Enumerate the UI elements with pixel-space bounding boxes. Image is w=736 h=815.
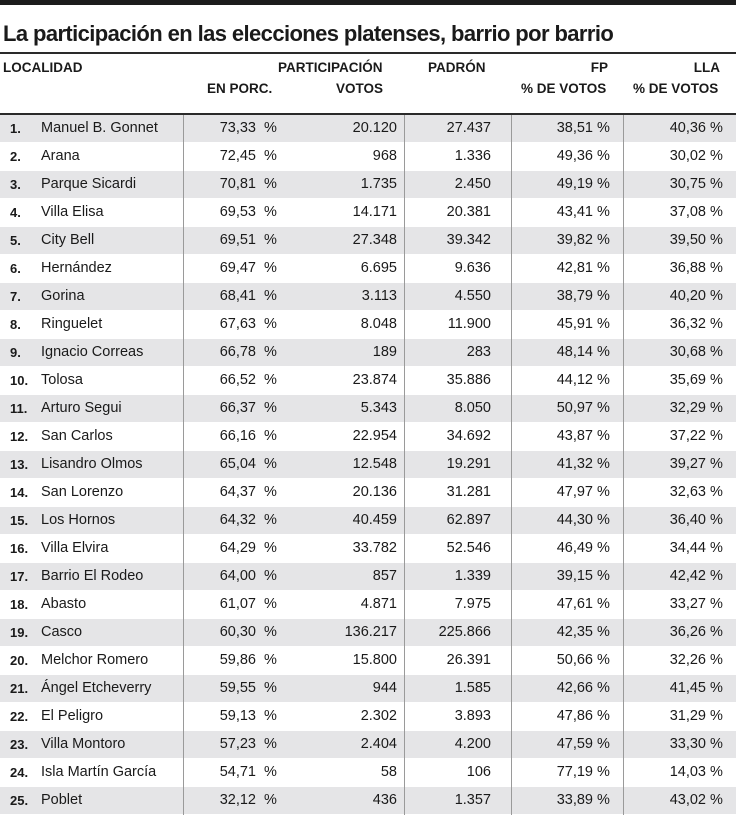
row-lla-pct: 30,02 (669, 148, 706, 164)
row-pct-sign: % (264, 204, 277, 220)
row-number: 21. (10, 681, 29, 696)
row-pct-sign: % (710, 512, 723, 528)
table-header (0, 54, 736, 115)
row-number: 18. (10, 597, 29, 612)
row-pct-sign: % (264, 400, 277, 416)
row-votos: 23.874 (352, 372, 397, 388)
row-participacion-pct: 66,37 (219, 400, 256, 416)
row-votos: 189 (372, 344, 397, 360)
row-fp-pct: 43,87 (556, 428, 593, 444)
row-fp-pct: 47,61 (556, 596, 593, 612)
row-votos: 3.113 (361, 288, 397, 304)
row-votos: 14.171 (352, 204, 397, 220)
row-participacion-pct: 72,45 (219, 148, 256, 164)
row-votos: 436 (372, 792, 397, 808)
row-votos: 857 (372, 568, 397, 584)
row-localidad: Arana (41, 148, 80, 164)
row-pct-sign: % (710, 260, 723, 276)
row-pct-sign: % (597, 400, 610, 416)
row-lla-pct: 41,45 (669, 680, 706, 696)
row-pct-sign: % (597, 680, 610, 696)
row-pct-sign: % (264, 288, 277, 304)
row-localidad: Villa Montoro (41, 736, 126, 752)
row-lla-pct: 36,40 (669, 512, 706, 528)
row-pct-sign: % (597, 764, 610, 780)
row-pct-sign: % (264, 596, 277, 612)
row-participacion-pct: 54,71 (219, 764, 256, 780)
row-votos: 5.343 (360, 400, 397, 416)
row-lla-pct: 34,44 (669, 540, 706, 556)
row-votos: 58 (380, 764, 397, 780)
row-pct-sign: % (710, 204, 723, 220)
table-row (0, 647, 736, 675)
row-pct-sign: % (710, 232, 723, 248)
row-pct-sign: % (264, 120, 277, 136)
table-row (0, 199, 736, 227)
row-votos: 4.871 (360, 596, 397, 612)
row-localidad: Ángel Etcheverry (41, 680, 152, 696)
row-number: 22. (10, 709, 29, 724)
row-localidad: Barrio El Rodeo (41, 568, 144, 584)
row-participacion-pct: 57,23 (219, 736, 256, 752)
top-bar (0, 0, 736, 5)
row-fp-pct: 38,79 (556, 288, 593, 304)
row-padron: 35.886 (446, 372, 491, 388)
row-pct-sign: % (710, 148, 723, 164)
row-participacion-pct: 64,29 (219, 540, 256, 556)
row-pct-sign: % (597, 260, 610, 276)
row-votos: 944 (372, 680, 397, 696)
row-padron: 2.450 (454, 176, 491, 192)
row-participacion-pct: 64,37 (219, 484, 256, 500)
row-number: 3. (10, 177, 21, 192)
row-fp-pct: 49,36 (556, 148, 593, 164)
row-votos: 2.302 (360, 708, 397, 724)
row-participacion-pct: 64,32 (219, 512, 256, 528)
row-number: 6. (10, 261, 21, 276)
row-pct-sign: % (710, 652, 723, 668)
row-participacion-pct: 68,41 (219, 288, 256, 304)
row-fp-pct: 41,32 (556, 456, 593, 472)
row-pct-sign: % (264, 260, 277, 276)
row-lla-pct: 33,27 (669, 596, 706, 612)
row-fp-pct: 42,81 (556, 260, 593, 276)
row-padron: 39.342 (446, 232, 491, 248)
row-localidad: Isla Martín García (41, 764, 157, 780)
row-padron: 8.050 (454, 400, 491, 416)
row-pct-sign: % (710, 400, 723, 416)
row-pct-sign: % (597, 428, 610, 444)
row-pct-sign: % (264, 148, 277, 164)
row-padron: 283 (466, 344, 491, 360)
row-pct-sign: % (264, 176, 277, 192)
row-votos: 20.136 (352, 484, 397, 500)
row-participacion-pct: 61,07 (219, 596, 256, 612)
table-row (0, 367, 736, 395)
row-number: 16. (10, 541, 29, 556)
table-row (0, 759, 736, 787)
row-localidad: Abasto (41, 596, 87, 612)
row-lla-pct: 42,42 (669, 568, 706, 584)
row-votos: 40.459 (352, 512, 397, 528)
row-pct-sign: % (710, 344, 723, 360)
row-pct-sign: % (597, 232, 610, 248)
row-pct-sign: % (710, 120, 723, 136)
row-pct-sign: % (264, 232, 277, 248)
row-pct-sign: % (264, 792, 277, 808)
column-divider (623, 115, 624, 815)
row-localidad: Tolosa (41, 372, 83, 388)
row-fp-pct: 49,19 (556, 176, 593, 192)
row-lla-pct: 36,32 (669, 316, 706, 332)
table-row (0, 731, 736, 759)
row-localidad: Ignacio Correas (41, 344, 144, 360)
row-number: 23. (10, 737, 29, 752)
row-participacion-pct: 69,53 (219, 204, 256, 220)
row-fp-pct: 47,97 (556, 484, 593, 500)
results-table (0, 54, 736, 815)
row-number: 17. (10, 569, 29, 584)
row-pct-sign: % (710, 568, 723, 584)
table-row (0, 591, 736, 619)
row-participacion-pct: 60,30 (219, 624, 256, 640)
row-padron: 106 (466, 764, 491, 780)
row-votos: 12.548 (352, 456, 397, 472)
row-pct-sign: % (597, 344, 610, 360)
row-fp-pct: 47,86 (556, 708, 593, 724)
row-localidad: Gorina (41, 288, 85, 304)
row-fp-pct: 33,89 (556, 792, 593, 808)
row-fp-pct: 44,30 (556, 512, 593, 528)
row-fp-pct: 43,41 (556, 204, 593, 220)
row-pct-sign: % (597, 708, 610, 724)
row-votos: 20.120 (352, 120, 397, 136)
row-lla-pct: 40,20 (669, 288, 706, 304)
row-padron: 19.291 (446, 456, 491, 472)
header-fp: FP (590, 60, 608, 75)
row-number: 10. (10, 373, 29, 388)
row-lla-pct: 30,75 (669, 176, 706, 192)
row-localidad: Manuel B. Gonnet (41, 120, 158, 136)
table-row (0, 227, 736, 255)
row-pct-sign: % (264, 680, 277, 696)
row-localidad: San Lorenzo (41, 484, 124, 500)
row-number: 4. (10, 205, 21, 220)
row-localidad: San Carlos (41, 428, 113, 444)
row-number: 13. (10, 457, 29, 472)
row-padron: 4.200 (454, 736, 491, 752)
table-row (0, 283, 736, 311)
row-pct-sign: % (597, 372, 610, 388)
row-pct-sign: % (597, 148, 610, 164)
row-participacion-pct: 66,78 (219, 344, 256, 360)
table-row (0, 311, 736, 339)
row-pct-sign: % (710, 456, 723, 472)
row-localidad: Los Hornos (41, 512, 116, 528)
row-pct-sign: % (264, 456, 277, 472)
row-pct-sign: % (710, 792, 723, 808)
row-fp-pct: 38,51 (556, 120, 593, 136)
row-votos: 15.800 (352, 652, 397, 668)
row-pct-sign: % (264, 736, 277, 752)
row-number: 9. (10, 345, 21, 360)
row-participacion-pct: 69,47 (219, 260, 256, 276)
table-row (0, 255, 736, 283)
row-padron: 62.897 (446, 512, 491, 528)
row-pct-sign: % (264, 372, 277, 388)
row-pct-sign: % (264, 652, 277, 668)
row-participacion-pct: 65,04 (219, 456, 256, 472)
row-number: 11. (10, 401, 28, 416)
row-pct-sign: % (597, 484, 610, 500)
row-pct-sign: % (264, 568, 277, 584)
header-fp-sub: % DE VOTOS (521, 81, 607, 96)
table-row (0, 703, 736, 731)
row-padron: 1.339 (454, 568, 491, 584)
row-pct-sign: % (597, 456, 610, 472)
row-fp-pct: 50,66 (556, 652, 593, 668)
row-number: 14. (10, 485, 29, 500)
row-participacion-pct: 64,00 (219, 568, 256, 584)
row-number: 15. (10, 513, 29, 528)
table-row (0, 143, 736, 171)
row-pct-sign: % (710, 708, 723, 724)
row-pct-sign: % (264, 708, 277, 724)
row-number: 24. (10, 765, 29, 780)
table-row (0, 787, 736, 815)
header-padron: PADRÓN (428, 60, 486, 75)
row-pct-sign: % (710, 596, 723, 612)
row-pct-sign: % (264, 624, 277, 640)
table-row (0, 479, 736, 507)
row-padron: 7.975 (454, 596, 491, 612)
row-participacion-pct: 69,51 (219, 232, 256, 248)
row-localidad: Ringuelet (41, 316, 103, 332)
row-lla-pct: 31,29 (669, 708, 706, 724)
row-localidad: Casco (41, 624, 83, 640)
row-pct-sign: % (710, 764, 723, 780)
row-pct-sign: % (264, 512, 277, 528)
row-localidad: City Bell (41, 232, 95, 248)
table-row (0, 451, 736, 479)
row-pct-sign: % (710, 736, 723, 752)
table-row (0, 339, 736, 367)
row-participacion-pct: 66,16 (219, 428, 256, 444)
row-lla-pct: 40,36 (669, 120, 706, 136)
header-localidad: LOCALIDAD (3, 60, 83, 75)
column-divider (511, 115, 512, 815)
row-pct-sign: % (710, 484, 723, 500)
row-number: 1. (10, 121, 21, 136)
row-pct-sign: % (597, 736, 610, 752)
row-lla-pct: 36,88 (669, 260, 706, 276)
row-pct-sign: % (710, 680, 723, 696)
row-pct-sign: % (710, 540, 723, 556)
row-padron: 225.866 (438, 624, 491, 640)
table-row (0, 171, 736, 199)
row-padron: 3.893 (454, 708, 491, 724)
row-pct-sign: % (710, 316, 723, 332)
row-localidad: Melchor Romero (41, 652, 149, 668)
row-pct-sign: % (264, 484, 277, 500)
row-fp-pct: 39,82 (556, 232, 593, 248)
table-row (0, 675, 736, 703)
row-fp-pct: 77,19 (556, 764, 593, 780)
row-localidad: Lisandro Olmos (41, 456, 143, 472)
row-fp-pct: 45,91 (556, 316, 593, 332)
table-row (0, 423, 736, 451)
row-pct-sign: % (597, 792, 610, 808)
row-pct-sign: % (597, 288, 610, 304)
row-votos: 136.217 (344, 624, 397, 640)
row-votos: 2.404 (360, 736, 397, 752)
row-padron: 52.546 (446, 540, 491, 556)
row-padron: 27.437 (446, 120, 491, 136)
row-votos: 8.048 (360, 316, 397, 332)
row-fp-pct: 42,35 (556, 624, 593, 640)
row-participacion-pct: 59,55 (219, 680, 256, 696)
row-pct-sign: % (597, 540, 610, 556)
row-localidad: Villa Elisa (41, 204, 104, 220)
row-pct-sign: % (597, 624, 610, 640)
row-participacion-pct: 70,81 (219, 176, 256, 192)
row-pct-sign: % (597, 120, 610, 136)
row-participacion-pct: 67,63 (219, 316, 256, 332)
row-fp-pct: 48,14 (556, 344, 593, 360)
row-pct-sign: % (597, 204, 610, 220)
column-divider (183, 115, 184, 815)
row-fp-pct: 42,66 (556, 680, 593, 696)
table-row (0, 507, 736, 535)
row-lla-pct: 37,22 (669, 428, 706, 444)
row-lla-pct: 39,50 (669, 232, 706, 248)
row-padron: 20.381 (446, 204, 491, 220)
row-number: 5. (10, 233, 21, 248)
table-row (0, 619, 736, 647)
row-pct-sign: % (264, 764, 277, 780)
row-localidad: Poblet (41, 792, 83, 808)
row-votos: 22.954 (352, 428, 397, 444)
row-number: 20. (10, 653, 29, 668)
table-row (0, 535, 736, 563)
row-padron: 1.357 (454, 792, 491, 808)
row-padron: 34.692 (446, 428, 491, 444)
row-pct-sign: % (710, 288, 723, 304)
row-lla-pct: 32,29 (669, 400, 706, 416)
row-participacion-pct: 32,12 (219, 792, 256, 808)
row-localidad: El Peligro (41, 708, 104, 724)
row-lla-pct: 30,68 (669, 344, 706, 360)
row-number: 25. (10, 793, 29, 808)
row-localidad: Arturo Segui (41, 400, 122, 416)
row-padron: 4.550 (454, 288, 491, 304)
row-number: 7. (10, 289, 21, 304)
row-lla-pct: 32,63 (669, 484, 706, 500)
row-lla-pct: 39,27 (669, 456, 706, 472)
row-lla-pct: 36,26 (669, 624, 706, 640)
row-fp-pct: 50,97 (556, 400, 593, 416)
row-participacion-pct: 59,86 (219, 652, 256, 668)
header-votos: VOTOS (336, 81, 384, 96)
row-pct-sign: % (264, 344, 277, 360)
header-participacion: PARTICIPACIÓN (278, 60, 383, 75)
row-votos: 33.782 (352, 540, 397, 556)
row-pct-sign: % (710, 428, 723, 444)
row-participacion-pct: 66,52 (219, 372, 256, 388)
row-pct-sign: % (710, 624, 723, 640)
row-pct-sign: % (710, 372, 723, 388)
row-pct-sign: % (597, 176, 610, 192)
row-votos: 1.735 (360, 176, 397, 192)
table-row (0, 395, 736, 423)
row-lla-pct: 32,26 (669, 652, 706, 668)
row-padron: 11.900 (447, 316, 491, 332)
row-localidad: Villa Elvira (41, 540, 109, 556)
row-participacion-pct: 73,33 (219, 120, 256, 136)
page-title: La participación en las elecciones platenses, barrio por barrio (3, 21, 614, 46)
row-number: 19. (10, 625, 29, 640)
row-lla-pct: 33,30 (669, 736, 706, 752)
header-en-porc: EN PORC. (207, 81, 273, 96)
row-votos: 6.695 (360, 260, 397, 276)
row-pct-sign: % (264, 540, 277, 556)
row-participacion-pct: 59,13 (219, 708, 256, 724)
header-lla: LLA (693, 60, 720, 75)
row-fp-pct: 46,49 (556, 540, 593, 556)
row-number: 8. (10, 317, 21, 332)
row-pct-sign: % (597, 596, 610, 612)
row-localidad: Hernández (41, 260, 112, 276)
table-body (0, 115, 736, 815)
row-lla-pct: 43,02 (669, 792, 706, 808)
row-votos: 27.348 (352, 232, 397, 248)
column-divider (404, 115, 405, 815)
row-pct-sign: % (597, 316, 610, 332)
header-lla-sub: % DE VOTOS (633, 81, 719, 96)
row-pct-sign: % (597, 568, 610, 584)
row-lla-pct: 37,08 (669, 204, 706, 220)
row-padron: 1.585 (454, 680, 491, 696)
table-row (0, 115, 736, 143)
row-pct-sign: % (264, 316, 277, 332)
row-pct-sign: % (597, 652, 610, 668)
row-pct-sign: % (710, 176, 723, 192)
row-number: 12. (10, 429, 29, 444)
row-fp-pct: 39,15 (556, 568, 593, 584)
row-fp-pct: 47,59 (556, 736, 593, 752)
row-pct-sign: % (597, 512, 610, 528)
row-pct-sign: % (264, 428, 277, 444)
row-padron: 1.336 (454, 148, 491, 164)
row-lla-pct: 14,03 (669, 764, 706, 780)
row-fp-pct: 44,12 (556, 372, 593, 388)
row-lla-pct: 35,69 (669, 372, 706, 388)
row-padron: 9.636 (454, 260, 491, 276)
row-padron: 31.281 (446, 484, 491, 500)
row-votos: 968 (372, 148, 397, 164)
row-localidad: Parque Sicardi (41, 176, 137, 192)
row-number: 2. (10, 149, 21, 164)
table-row (0, 563, 736, 591)
row-padron: 26.391 (446, 652, 491, 668)
